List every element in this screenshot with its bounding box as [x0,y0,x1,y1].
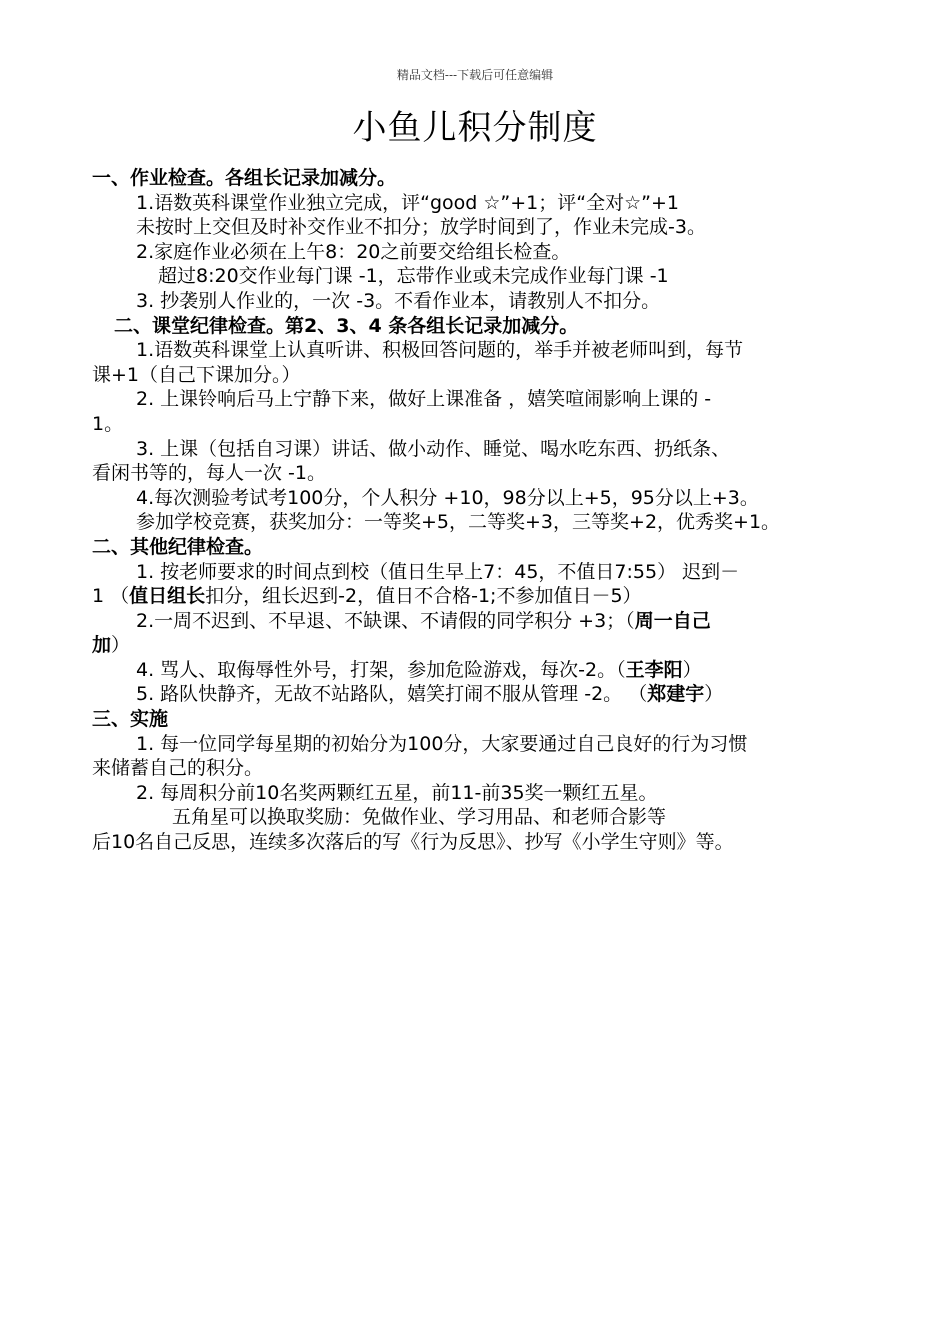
rule-text: 5. 路队快静齐，无故不站路队，嬉笑打闹不服从管理 -2。 （ [136,683,648,706]
rule-line: 2. 每周积分前10名奖两颗红五星，前11-前35奖一颗红五星。 [136,781,658,804]
document-body [92,166,862,855]
rule-line [92,633,862,658]
rule-line: 1. 按老师要求的时间点到校（值日生早上7：45，不值日7:55） 迟到－ [136,560,740,583]
section-heading-classroom: 二、课堂纪律检查。第2、3、4 条各组长记录加减分。 [114,314,579,337]
rule-text: 1 （ [92,585,130,608]
rule-line: 看闲书等的，每人一次 -1。 [92,462,326,485]
rule-line [92,682,862,707]
rule-line: 3. 抄袭别人作业的，一次 -3。不看作业本，请教别人不扣分。 [136,289,661,312]
responsible-person: 值日组长 [129,585,206,608]
rule-line: 2.家庭作业必须在上午8：20之前要交给组长检查。 [136,240,571,263]
rule-text: 扣分，组长迟到-2，值日不合格-1;不参加值日－5） [205,585,642,608]
rule-line: 后10名自己反思，连续多次落后的写《行为反思》、抄写《小学生守则》等。 [92,831,734,854]
rule-line: 超过8:20交作业每门课 -1，忘带作业或未完成作业每门课 -1 [158,265,669,288]
rule-line: 1。 [92,412,124,435]
responsible-person: 加 [92,634,112,657]
rule-text: ） [682,658,702,681]
document-title: 小鱼儿积分制度 [352,108,598,148]
responsible-person: 王李阳 [625,658,683,681]
responsible-person: 周一自己 [634,609,711,632]
rule-line: 3. 上课（包括自习课）讲话、做小动作、睡觉、喝水吃东西、扔纸条、 [136,437,731,460]
rule-text: ） [704,683,724,706]
rule-line [92,584,862,609]
rule-line [92,658,862,683]
rule-line: 1. 每一位同学每星期的初始分为100分，大家要通过自己良好的行为习惯 [136,732,748,755]
rule-line: 未按时上交但及时补交作业不扣分；放学时间到了，作业未完成-3。 [136,216,706,239]
responsible-person: 郑建宇 [647,683,705,706]
rule-line: 参加学校竞赛，获奖加分：一等奖+5，二等奖+3，三等奖+2，优秀奖+1。 [136,511,781,534]
rule-line: 课+1（自己下课加分。） [92,363,301,386]
rule-line: 1.语数英科课堂作业独立完成，评“good ☆”+1；评“全对☆”+1 [136,191,679,214]
rule-line: 五角星可以换取奖励：免做作业、学习用品、和老师合影等 [172,806,667,829]
rule-text: 2.一周不迟到、不早退、不缺课、不请假的同学积分 +3；（ [136,609,635,632]
rule-line: 4.每次测验考试考100分，个人积分 +10，98分以上+5，95分以上+3。 [136,486,759,509]
section-heading-discipline: 二、其他纪律检查。 [92,535,264,558]
section-heading-implementation: 三、实施 [92,708,169,731]
rule-line: 2. 上课铃响后马上宁静下来，做好上课准备 ，嬉笑喧闹影响上课的 - [136,388,712,411]
page-header: 精品文档---下载后可任意编辑 [396,68,554,82]
rule-line [92,609,862,634]
rule-text: 4. 骂人、取侮辱性外号，打架，参加危险游戏，每次-2。（ [136,658,626,681]
section-heading-homework: 一、作业检查。各组长记录加减分。 [92,167,397,189]
rule-line: 1.语数英科课堂上认真听讲、积极回答问题的，举手并被老师叫到，每节 [136,339,744,362]
rule-line: 来储蓄自己的积分。 [92,757,264,780]
rule-text: ） [111,634,131,657]
